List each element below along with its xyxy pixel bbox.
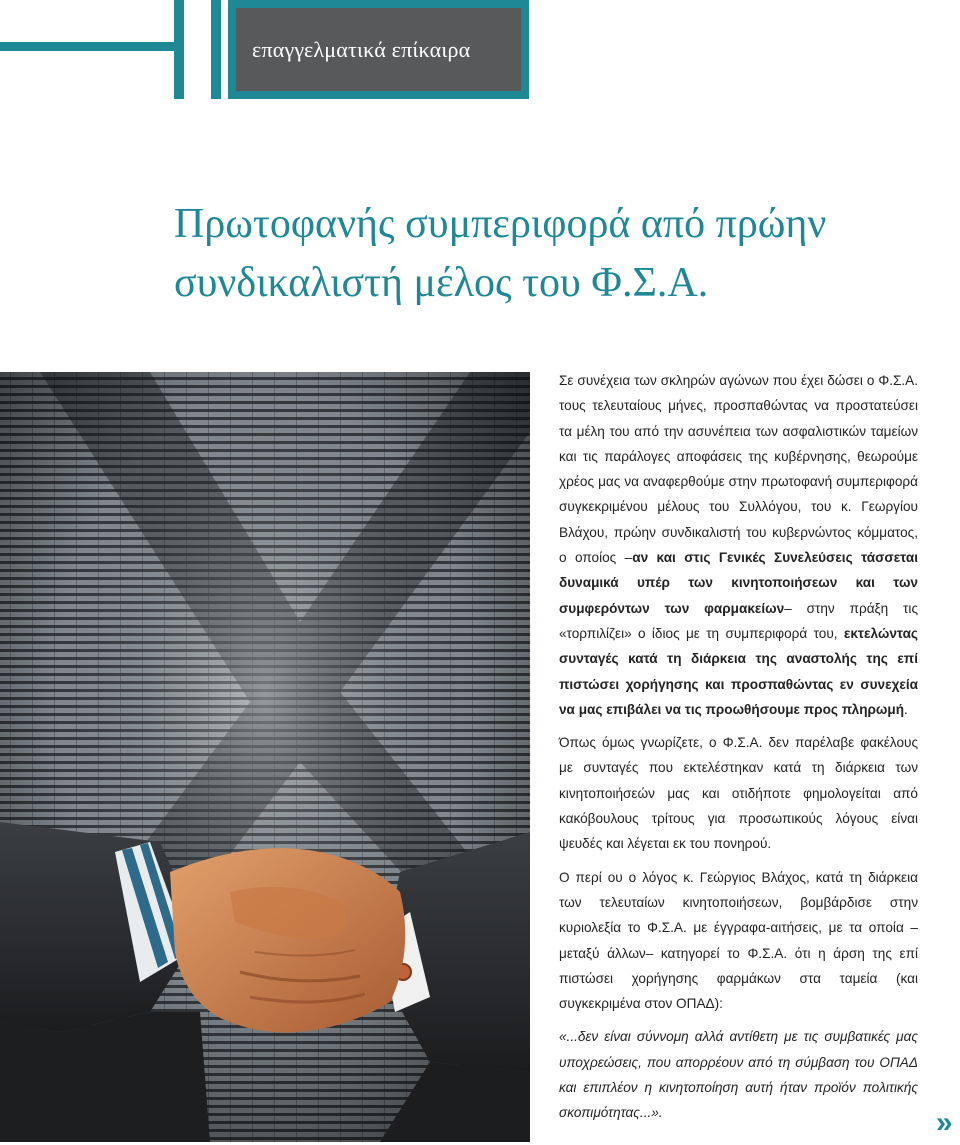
bold-run: αν και στις Γενικές Συνελεύσεις τάσσεται δυναμικά υπέρ των κινητοποιήσεων και των συμφερόντων των φαρμακείων: [559, 550, 918, 616]
section-banner: [228, 0, 529, 99]
article-title: [174, 195, 954, 313]
quote-text: «...δεν είναι σύννομη αλλά αντίθετη με τις συμβατικές μας υποχρεώσεις, που απορρέουν από τη σύμβαση του ΟΠΑΔ και επιπλέον η κινητοποίηση αυτή ήταν προϊόν πολιτικής σκοπιμότητας...».: [559, 1029, 918, 1121]
header-rule: [0, 42, 175, 51]
article-title-line: Πρωτοφανής συμπεριφορά από πρώην: [174, 201, 827, 247]
continue-arrow-icon: »: [936, 1106, 953, 1139]
section-label: επαγγελματικά επίκαιρα: [252, 36, 471, 62]
text-run: .: [904, 701, 908, 717]
paragraph: Ο περί ου ο λόγος κ. Γεώργιος Βλάχος, κατά τη διάρκεια των τελευταίων κινητοποιήσεων, βομβάρδισε στην κυριολεξία το Φ.Σ.Α. με έγγραφα-αιτήσεις, με τα οποία –μεταξύ άλλων– κατηγορεί το Φ.Σ.Α. ότι η άρση της επί πιστώσει χορήγησης φαρμάκων στα ταμεία (και συγκεκριμένα στον ΟΠΑΔ):: [559, 869, 918, 1012]
quote-paragraph: [559, 1024, 918, 1125]
text-run: – στην πράξη τις «τορπιλίζει» ο ίδιος με τη συμπεριφορά του,: [559, 600, 918, 641]
text-run: Σε συνέχεια των σκληρών αγώνων που έχει δώσει ο Φ.Σ.Α. τους τελευταίους μήνες, προσπαθώντας να προστατεύσει τα μέλη του από την ασυνέπεια των ασφαλιστικών ταμείων και τις παράλογες αποφάσεις της κυβέρνησης, θεωρούμε χρέος μας να αναφερθούμε στην πρωτοφανή συμπεριφορά συγκεκριμένου μέλους του Συλλόγου, του κ. Γεωργίου Βλάχου, πρώην συνδικαλιστή του κυβερνώντος κόμματος, ο οποίος –: [559, 373, 918, 566]
header-accent-bar: [174, 0, 184, 99]
article-body: [559, 368, 918, 1134]
handshake-photo: [0, 372, 530, 1142]
header-accent-bar: [211, 0, 221, 99]
paragraph: Όπως όμως γνωρίζετε, ο Φ.Σ.Α. δεν παρέλαβε φακέλους με συνταγές που εκτελέστηκαν κατά τη διάρκεια των κινητοποιήσεών μας και οτιδήποτε φημολογείται από κακόβουλους τρίτους για προσωπικούς λόγους είναι ψευδές και λέγεται εκ του πονηρού.: [559, 735, 918, 852]
section-banner-inner: [236, 8, 521, 91]
article-title-line: συνδικαλιστή μέλος του Φ.Σ.Α.: [174, 260, 709, 306]
bold-run: εκτελώντας συνταγές κατά τη διάρκεια της αναστολής της επί πιστώσει χορήγησης και προσπαθώντας εν συνεχεία να μας επιβάλει να τις προωθήσουμε προς πληρωμή: [559, 625, 918, 717]
paragraph: [559, 368, 918, 722]
